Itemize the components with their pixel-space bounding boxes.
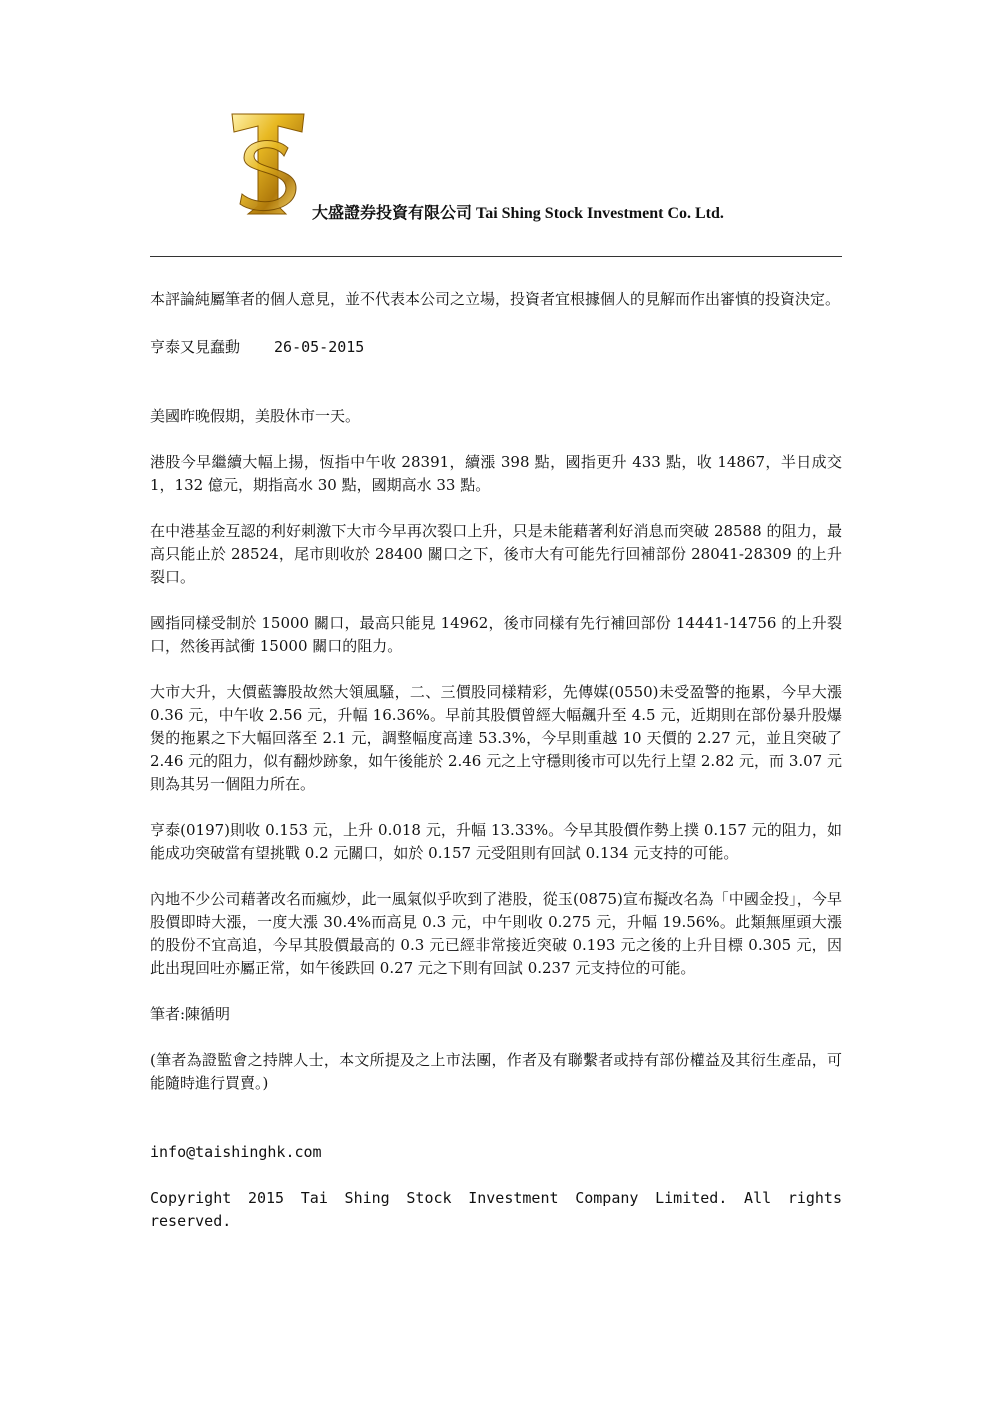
company-name: 大盛證券投資有限公司 Tai Shing Stock Investment Co. Ltd. <box>312 205 724 222</box>
article-date: 26-05-2015 <box>274 338 365 356</box>
contact-email[interactable]: info@taishinghk.com <box>150 1143 322 1161</box>
paragraph-3: 在中港基金互認的利好刺激下大市今早再次裂口上升，只是未能藉著利好消息而突破 28588 的阻力，最高只能止於 28524，尾市則收於 28400 關口之下，後市大有可能先行回補部份 28041-28309 的上升裂口。 <box>150 522 842 586</box>
copyright-notice: Copyright 2015 Tai Shing Stock Investment Company Limited. All rights reserved. <box>150 1189 842 1230</box>
article-heading <box>150 336 842 359</box>
paragraph-1: 美國昨晚假期，美股休市一天。 <box>150 407 361 425</box>
paragraph-7: 內地不少公司藉著改名而瘋炒，此一風氣似乎吹到了港股，從玉(0875)宣布擬改名為「中國金投」，今早股價即時大漲，一度大漲 30.4%而高見 0.3 元，中午則收 0.275 元，升幅 19.56%。此類無厘頭大漲的股份不宜高追，今早其股價最高的 0.3 元已經非常接近突破 0.193 元之後的上升目標 0.305 元，因此出現回吐亦屬正常，如午後跌回 0.27 元之下則有回試 0.237 元支持位的可能。 <box>150 890 842 977</box>
paragraph-4: 國指同樣受制於 15000 關口，最高只能見 14962，後市同樣有先行補回部份 14441-14756 的上升裂口，然後再試衝 15000 關口的阻力。 <box>150 614 842 655</box>
article-body <box>150 285 842 1233</box>
disclaimer-text: 本評論純屬筆者的個人意見，並不代表本公司之立場，投資者宜根據個人的見解而作出審慎的投資決定。 <box>150 290 841 308</box>
company-logo <box>226 108 310 220</box>
author-line: 筆者:陳循明 <box>150 1005 231 1023</box>
paragraph-2: 港股今早繼續大幅上揚，恆指中午收 28391，續漲 398 點，國指更升 433 點，收 14867，半日成交 1，132 億元，期指高水 30 點，國期高水 33 點。 <box>150 453 842 494</box>
paragraph-6: 亨泰(0197)則收 0.153 元，上升 0.018 元，升幅 13.33%。今早其股價作勢上撲 0.157 元的阻力，如能成功突破當有望挑戰 0.2 元關口，如於 0.157 元受阻則有回試 0.134 元支持的可能。 <box>150 821 842 862</box>
header-divider <box>150 256 842 257</box>
paragraph-5: 大市大升，大價藍籌股故然大領風騷，二、三價股同樣精彩，先傳媒(0550)未受盈警的拖累，今早大漲 0.36 元，中午收 2.56 元，升幅 16.36%。早前其股價曾經大幅飆升至 4.5 元，近期則在部份暴升股爆煲的拖累之下大幅回落至 2.1 元，調整幅度高達 53.3%，今早則重越 10 天價的 2.27 元，並且突破了 2.46 元的阻力，似有翻炒跡象，如午後能於 2.46 元之上守穩則後市可以先行上望 2.82 元，而 3.07 元則為其另一個阻力所在。 <box>150 683 842 793</box>
author-disclosure: (筆者為證監會之持牌人士，本文所提及之上市法團，作者及有聯繫者或持有部份權益及其衍生產品，可能隨時進行買賣。) <box>150 1051 842 1092</box>
article-title: 亨泰又見蠢動 <box>150 338 241 356</box>
